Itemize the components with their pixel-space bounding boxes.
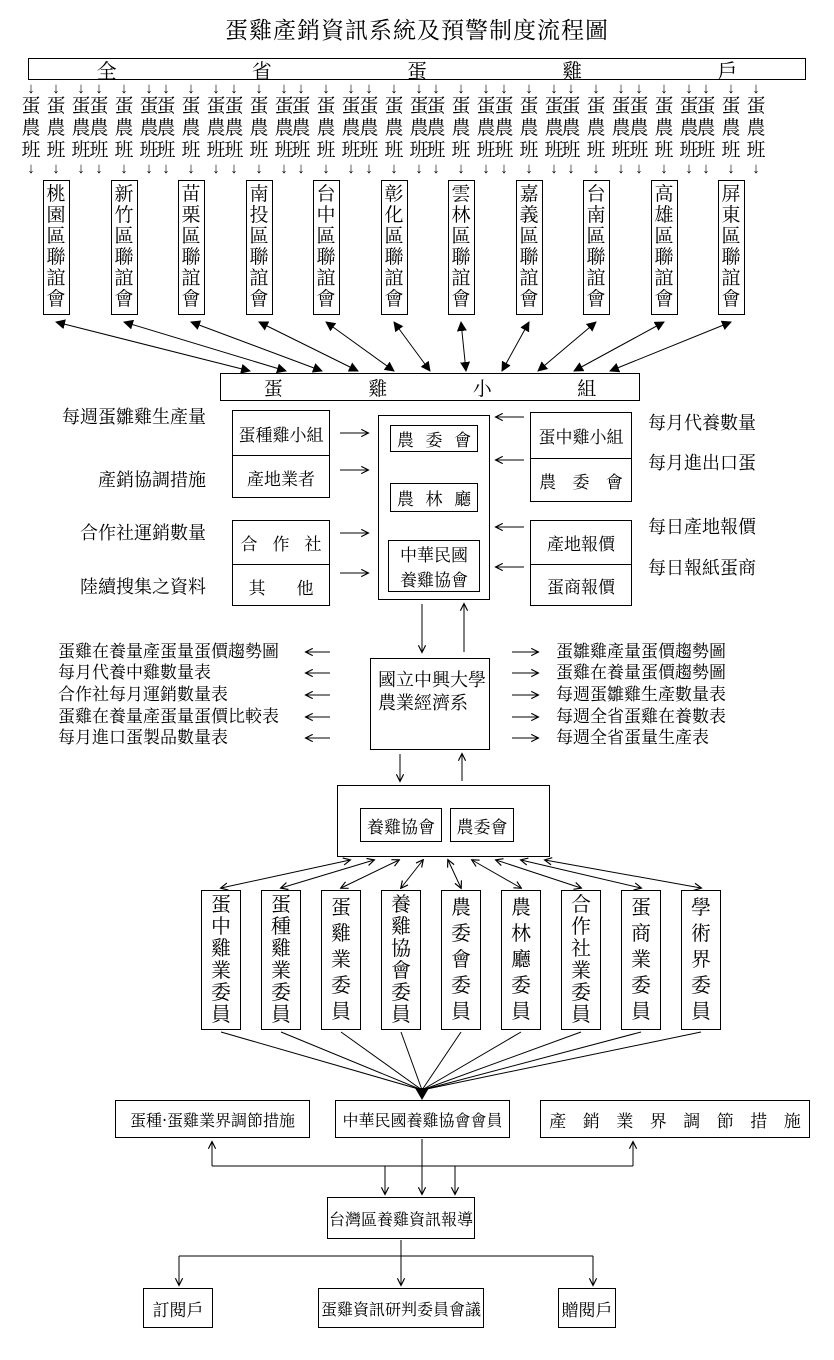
taiwan-poultry-report-box: 台灣區養雞資訊報導 bbox=[327, 1197, 475, 1239]
farmer-class-column bbox=[89, 82, 109, 176]
down-arrow-icon: ↓ bbox=[635, 80, 643, 97]
farmer-class-column bbox=[341, 82, 361, 176]
farmer-columns bbox=[426, 82, 496, 176]
university-box bbox=[370, 658, 490, 750]
roc-poultry-assoc-line2: 養雞協會 bbox=[400, 571, 468, 590]
farmer-class-label: 蛋農班 bbox=[746, 96, 766, 161]
down-arrow-icon: ↓ bbox=[297, 80, 305, 97]
down-arrow-icon: ↓ bbox=[162, 160, 170, 177]
collect-right-label: 每月代養數量 bbox=[648, 413, 756, 433]
down-arrow-icon: ↓ bbox=[617, 160, 625, 177]
down-arrow-icon: ↓ bbox=[187, 80, 195, 97]
info-judgement-meeting-box: 蛋雞資訊研判委員會議 bbox=[318, 1288, 484, 1328]
down-arrow-icon: ↓ bbox=[525, 80, 533, 97]
region-box: 苗栗區聯誼會 bbox=[178, 180, 205, 315]
farmer-class-label: 蛋農班 bbox=[611, 96, 631, 161]
region-box: 南投區聯誼會 bbox=[246, 180, 273, 315]
farmer-class-column bbox=[476, 82, 496, 176]
down-arrow-icon: ↓ bbox=[660, 160, 668, 177]
down-arrow-icon: ↓ bbox=[347, 80, 355, 97]
farmer-class-label: 蛋農班 bbox=[679, 96, 699, 161]
down-arrow-icon: ↓ bbox=[415, 160, 423, 177]
down-arrow-icon: ↓ bbox=[592, 160, 600, 177]
farmer-class-column bbox=[451, 82, 471, 176]
farmer-class-column bbox=[519, 82, 539, 176]
down-arrow-icon: ↓ bbox=[297, 160, 305, 177]
region-group bbox=[696, 80, 766, 315]
region-box: 嘉義區聯誼會 bbox=[516, 180, 543, 315]
farmer-class-label: 蛋農班 bbox=[206, 96, 226, 161]
farmer-class-label: 蛋農班 bbox=[519, 96, 539, 161]
region-to-egggroup-arrows bbox=[56, 322, 731, 371]
farmer-columns bbox=[224, 82, 294, 176]
farmer-class-column bbox=[359, 82, 379, 176]
poultry-assoc-box: 養雞協會 bbox=[360, 808, 442, 842]
output-left-item: 合作社每月運銷數量表 bbox=[58, 685, 228, 704]
region-group bbox=[89, 80, 159, 315]
farmer-class-column bbox=[181, 82, 201, 176]
farmer-class-column bbox=[316, 82, 336, 176]
down-arrow-icon: ↓ bbox=[500, 160, 508, 177]
province-egg-farmers-bar: 全 省 蛋 雞 戶 bbox=[28, 58, 806, 80]
down-arrow-icon: ↓ bbox=[365, 160, 373, 177]
farmer-class-column bbox=[629, 82, 649, 176]
farmer-class-column bbox=[494, 82, 514, 176]
committee-box: 蛋中雞業委員 bbox=[201, 890, 241, 1030]
farmer-class-label: 蛋農班 bbox=[114, 96, 134, 161]
down-arrow-icon: ↓ bbox=[550, 160, 558, 177]
farmer-columns bbox=[291, 82, 361, 176]
down-arrow-icon: ↓ bbox=[702, 160, 710, 177]
farmer-class-column bbox=[654, 82, 674, 176]
roc-poultry-assoc-box bbox=[388, 540, 480, 592]
farmer-class-label: 蛋農班 bbox=[359, 96, 379, 161]
farmer-columns bbox=[629, 82, 699, 176]
down-arrow-icon: ↓ bbox=[482, 80, 490, 97]
down-arrow-icon: ↓ bbox=[52, 160, 60, 177]
region-group bbox=[291, 80, 361, 315]
page-title: 蛋雞產銷資訊系統及預警制度流程圖 bbox=[225, 17, 609, 43]
down-arrow-icon: ↓ bbox=[77, 160, 85, 177]
output-right-item: 每週蛋雛雞生產數量表 bbox=[556, 685, 726, 704]
region-group bbox=[21, 80, 91, 315]
down-arrow-icon: ↓ bbox=[567, 80, 575, 97]
subscribers-box: 訂閱戶 bbox=[143, 1288, 213, 1328]
origin-price-cell: 產地報價 bbox=[531, 521, 631, 565]
down-arrow-icon: ↓ bbox=[457, 80, 465, 97]
roc-poultry-assoc-line1: 中華民國 bbox=[400, 546, 468, 565]
output-left-item: 每月代養中雞數量表 bbox=[58, 663, 211, 682]
agri-forestry-dept-box: 農 林 廳 bbox=[390, 483, 478, 512]
region-group bbox=[224, 80, 294, 315]
down-arrow-icon: ↓ bbox=[727, 160, 735, 177]
down-arrow-icon: ↓ bbox=[390, 160, 398, 177]
report-to-subscribers-connectors bbox=[179, 1240, 593, 1285]
assoc-members-box: 中華民國養雞協會會員 bbox=[335, 1100, 510, 1138]
farmer-class-column bbox=[206, 82, 226, 176]
farmer-class-label: 蛋農班 bbox=[586, 96, 606, 161]
down-arrow-icon: ↓ bbox=[685, 160, 693, 177]
down-arrow-icon: ↓ bbox=[77, 80, 85, 97]
other-cell: 其 他 bbox=[248, 578, 314, 598]
price-quotes-box bbox=[530, 520, 632, 606]
farmer-class-column bbox=[696, 82, 716, 176]
down-arrow-icon: ↓ bbox=[27, 160, 35, 177]
farmer-class-label: 蛋農班 bbox=[249, 96, 269, 161]
region-group bbox=[156, 80, 226, 315]
farmer-class-column bbox=[249, 82, 269, 176]
down-arrow-icon: ↓ bbox=[230, 80, 238, 97]
farmer-class-column bbox=[721, 82, 741, 176]
committee-box: 養雞協會委員 bbox=[381, 890, 421, 1030]
down-arrow-icon: ↓ bbox=[685, 80, 693, 97]
committee-to-member-lines bbox=[221, 1032, 701, 1100]
farmer-class-label: 蛋農班 bbox=[181, 96, 201, 161]
output-left-item: 蛋雞在養量產蛋量蛋價比較表 bbox=[58, 707, 279, 726]
farmer-columns bbox=[494, 82, 564, 176]
farmer-class-label: 蛋農班 bbox=[341, 96, 361, 161]
egg-pullet-team-cell: 蛋中雞小組 bbox=[531, 413, 631, 459]
farmer-class-label: 蛋農班 bbox=[654, 96, 674, 161]
down-arrow-icon: ↓ bbox=[212, 80, 220, 97]
region-box: 高雄區聯誼會 bbox=[651, 180, 678, 315]
down-arrow-icon: ↓ bbox=[567, 160, 575, 177]
farmer-class-column bbox=[561, 82, 581, 176]
down-arrow-icon: ↓ bbox=[432, 160, 440, 177]
output-right-item: 每週全省蛋量生產表 bbox=[556, 728, 709, 747]
farmer-class-column bbox=[21, 82, 41, 176]
down-arrow-icon: ↓ bbox=[120, 80, 128, 97]
down-arrow-icon: ↓ bbox=[727, 80, 735, 97]
down-arrow-icon: ↓ bbox=[617, 80, 625, 97]
down-arrow-icon: ↓ bbox=[322, 80, 330, 97]
output-right-item: 蛋雞在養量蛋價趨勢圖 bbox=[556, 663, 726, 682]
farmer-class-label: 蛋農班 bbox=[274, 96, 294, 161]
committee-box: 蛋商業委員 bbox=[621, 890, 661, 1030]
down-arrow-icon: ↓ bbox=[525, 160, 533, 177]
collect-left-label: 陸續搜集之資料 bbox=[80, 577, 206, 597]
cooperative-cell: 合 作 社 bbox=[233, 521, 329, 565]
region-box: 台中區聯誼會 bbox=[313, 180, 340, 315]
down-arrow-icon: ↓ bbox=[660, 80, 668, 97]
down-arrow-icon: ↓ bbox=[347, 160, 355, 177]
region-box: 台南區聯誼會 bbox=[583, 180, 610, 315]
coop-other-box bbox=[232, 520, 330, 606]
assoc-to-committee-arrows bbox=[221, 860, 701, 888]
down-arrow-icon: ↓ bbox=[27, 80, 35, 97]
marketing-measures-box: 產 銷 業 界 調 節 措 施 bbox=[540, 1100, 810, 1138]
farmer-class-label: 蛋農班 bbox=[156, 96, 176, 161]
farmer-class-label: 蛋農班 bbox=[426, 96, 446, 161]
region-group bbox=[359, 80, 429, 315]
region-group bbox=[426, 80, 496, 315]
down-arrow-icon: ↓ bbox=[550, 80, 558, 97]
coa-box: 農 委 會 bbox=[390, 425, 478, 452]
farmer-class-column bbox=[384, 82, 404, 176]
down-arrow-icon: ↓ bbox=[457, 160, 465, 177]
farmer-class-column bbox=[586, 82, 606, 176]
down-arrow-icon: ↓ bbox=[280, 80, 288, 97]
farmer-columns bbox=[21, 82, 91, 176]
farmer-columns bbox=[359, 82, 429, 176]
farmer-class-label: 蛋農班 bbox=[409, 96, 429, 161]
output-left-item: 每月進口蛋製品數量表 bbox=[58, 728, 228, 747]
down-arrow-icon: ↓ bbox=[702, 80, 710, 97]
farmer-class-label: 蛋農班 bbox=[384, 96, 404, 161]
down-arrow-icon: ↓ bbox=[162, 80, 170, 97]
output-left-item: 蛋雞在養量產蛋量蛋價趨勢圖 bbox=[58, 642, 279, 661]
down-arrow-icon: ↓ bbox=[322, 160, 330, 177]
farmer-class-label: 蛋農班 bbox=[224, 96, 244, 161]
coa-small-box: 農委會 bbox=[450, 808, 514, 842]
egg-breeder-producer-box bbox=[232, 410, 330, 498]
farmer-class-label: 蛋農班 bbox=[451, 96, 471, 161]
region-box: 桃園區聯誼會 bbox=[43, 180, 70, 315]
region-box: 屏東區聯誼會 bbox=[718, 180, 745, 315]
member-to-report-connectors bbox=[212, 1139, 633, 1194]
farmer-class-label: 蛋農班 bbox=[544, 96, 564, 161]
collect-left-label: 合作社運銷數量 bbox=[80, 523, 206, 543]
down-arrow-icon: ↓ bbox=[432, 80, 440, 97]
down-arrow-icon: ↓ bbox=[230, 160, 238, 177]
farmer-class-label: 蛋農班 bbox=[46, 96, 66, 161]
committee-box: 蛋雞業委員 bbox=[321, 890, 361, 1030]
breeder-industry-measures-box: 蛋種‧蛋雞業界調節措施 bbox=[115, 1100, 310, 1138]
region-group bbox=[561, 80, 631, 315]
farmer-class-column bbox=[46, 82, 66, 176]
down-arrow-icon: ↓ bbox=[145, 160, 153, 177]
down-arrow-icon: ↓ bbox=[500, 80, 508, 97]
farmer-class-column bbox=[71, 82, 91, 176]
farmer-class-label: 蛋農班 bbox=[629, 96, 649, 161]
farmer-columns bbox=[156, 82, 226, 176]
region-box: 雲林區聯誼會 bbox=[448, 180, 475, 315]
dealer-price-cell: 蛋商報價 bbox=[547, 578, 615, 597]
collect-left-label: 產銷協調措施 bbox=[98, 470, 206, 490]
region-box: 新竹區聯誼會 bbox=[111, 180, 138, 315]
university-line2: 農業經濟系 bbox=[378, 693, 468, 713]
output-right-item: 蛋雛雞產量蛋價趨勢圖 bbox=[556, 642, 726, 661]
output-right-item: 每週全省蛋雞在養數表 bbox=[556, 707, 726, 726]
down-arrow-icon: ↓ bbox=[592, 80, 600, 97]
university-line1: 國立中興大學 bbox=[378, 670, 486, 690]
down-arrow-icon: ↓ bbox=[280, 160, 288, 177]
farmer-class-column bbox=[114, 82, 134, 176]
farmer-class-column bbox=[611, 82, 631, 176]
coa-cell: 農 委 會 bbox=[539, 473, 623, 492]
down-arrow-icon: ↓ bbox=[752, 80, 760, 97]
collect-right-label: 每日產地報價 bbox=[648, 517, 756, 537]
farmer-columns bbox=[561, 82, 631, 176]
down-arrow-icon: ↓ bbox=[212, 160, 220, 177]
down-arrow-icon: ↓ bbox=[145, 80, 153, 97]
down-arrow-icon: ↓ bbox=[255, 160, 263, 177]
farmer-class-label: 蛋農班 bbox=[139, 96, 159, 161]
farmer-class-column bbox=[291, 82, 311, 176]
farmer-class-label: 蛋農班 bbox=[89, 96, 109, 161]
committee-box: 合作社業委員 bbox=[561, 890, 601, 1030]
region-group bbox=[629, 80, 699, 315]
collect-left-label: 每週蛋雛雞生產量 bbox=[62, 407, 206, 427]
farmer-class-label: 蛋農班 bbox=[721, 96, 741, 161]
collect-right-label: 每月進出口蛋 bbox=[648, 453, 756, 473]
down-arrow-icon: ↓ bbox=[95, 80, 103, 97]
committee-box: 農林廳委員 bbox=[501, 890, 541, 1030]
down-arrow-icon: ↓ bbox=[52, 80, 60, 97]
down-arrow-icon: ↓ bbox=[390, 80, 398, 97]
down-arrow-icon: ↓ bbox=[95, 160, 103, 177]
committee-box: 學術界委員 bbox=[681, 890, 721, 1030]
farmer-class-column bbox=[156, 82, 176, 176]
farmer-columns bbox=[696, 82, 766, 176]
down-arrow-icon: ↓ bbox=[482, 160, 490, 177]
committee-box: 蛋種雞業委員 bbox=[261, 890, 301, 1030]
farmer-class-column bbox=[746, 82, 766, 176]
producer-cell: 產地業者 bbox=[247, 470, 315, 489]
farmer-class-label: 蛋農班 bbox=[316, 96, 336, 161]
down-arrow-icon: ↓ bbox=[365, 80, 373, 97]
egg-pullet-coa-box bbox=[530, 412, 632, 502]
region-group bbox=[494, 80, 564, 315]
committee-box: 農委會委員 bbox=[441, 890, 481, 1030]
farmer-class-label: 蛋農班 bbox=[21, 96, 41, 161]
down-arrow-icon: ↓ bbox=[752, 160, 760, 177]
farmer-class-label: 蛋農班 bbox=[561, 96, 581, 161]
farmer-class-label: 蛋農班 bbox=[696, 96, 716, 161]
region-box: 彰化區聯誼會 bbox=[381, 180, 408, 315]
down-arrow-icon: ↓ bbox=[255, 80, 263, 97]
gift-subscribers-box: 贈閱戶 bbox=[558, 1288, 616, 1328]
farmer-class-label: 蛋農班 bbox=[494, 96, 514, 161]
farmer-columns bbox=[89, 82, 159, 176]
farmer-class-label: 蛋農班 bbox=[71, 96, 91, 161]
farmer-class-column bbox=[224, 82, 244, 176]
down-arrow-icon: ↓ bbox=[635, 160, 643, 177]
farmer-class-label: 蛋農班 bbox=[291, 96, 311, 161]
egg-chicken-team-box: 蛋 雞 小 組 bbox=[220, 373, 640, 401]
down-arrow-icon: ↓ bbox=[187, 160, 195, 177]
farmer-class-column bbox=[426, 82, 446, 176]
egg-breeder-team-cell: 蛋種雞小組 bbox=[233, 411, 329, 456]
collect-right-label: 每日報紙蛋商 bbox=[648, 558, 756, 578]
down-arrow-icon: ↓ bbox=[415, 80, 423, 97]
down-arrow-icon: ↓ bbox=[120, 160, 128, 177]
farmer-class-label: 蛋農班 bbox=[476, 96, 496, 161]
